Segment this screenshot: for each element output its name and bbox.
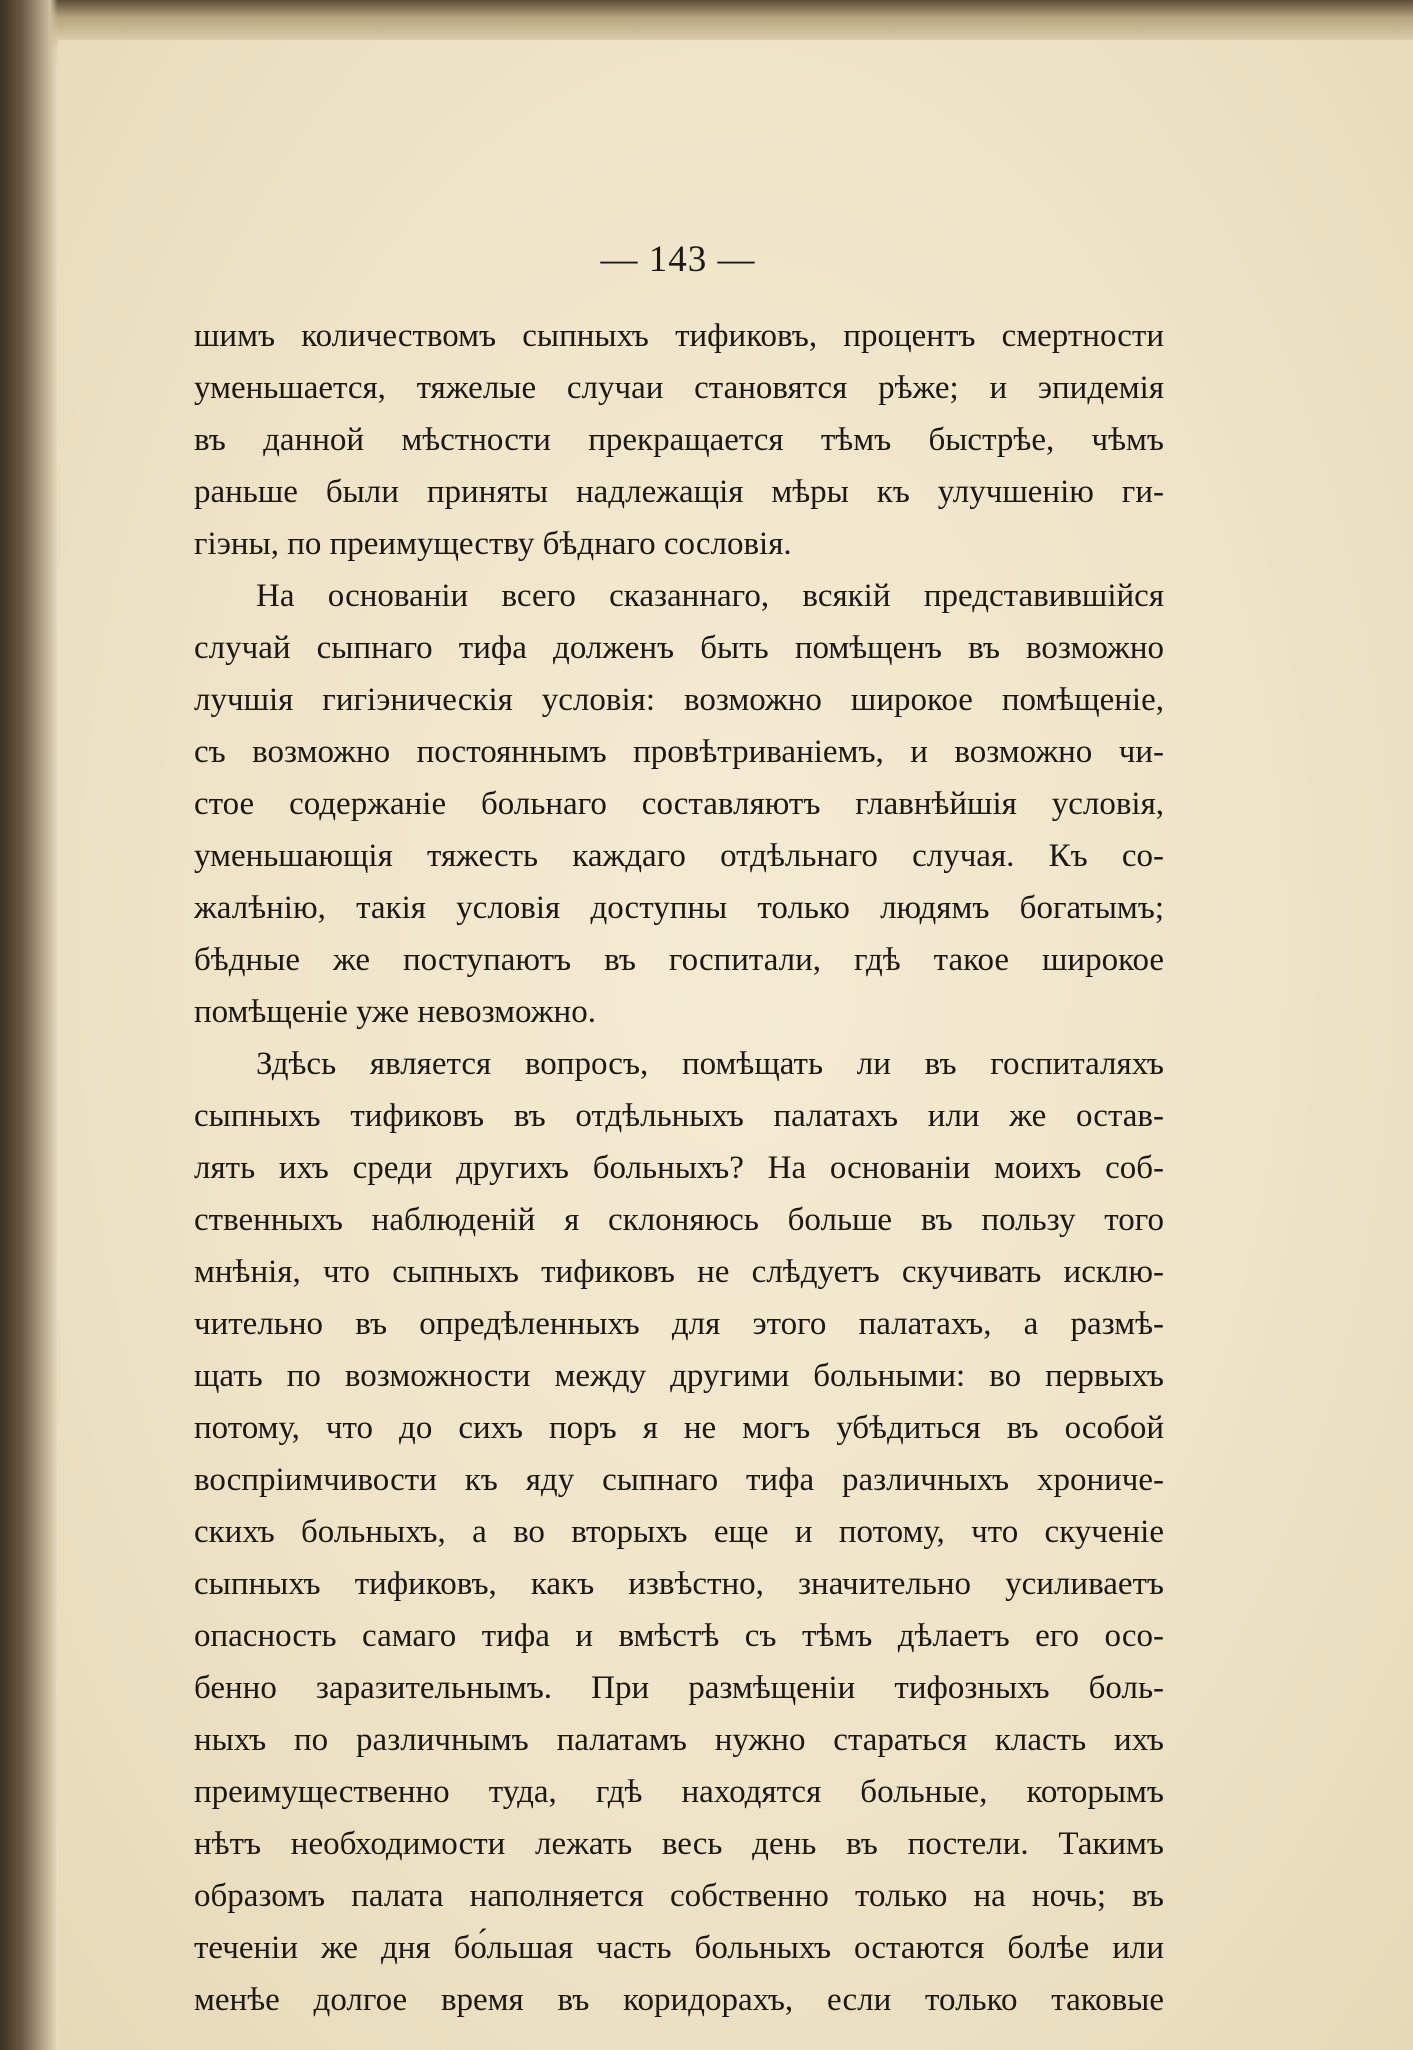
text-line: жалѣнію, такія условія доступны только людямъ богатымъ; <box>194 890 1164 926</box>
text-line: воспріимчивости къ яду сыпнаго тифа различныхъ хрониче- <box>194 1462 1164 1498</box>
text-line: ныхъ по различнымъ палатамъ нужно стараться класть ихъ <box>194 1722 1164 1758</box>
text-line: опасность самаго тифа и вмѣстѣ съ тѣмъ дѣлаетъ его осо- <box>194 1618 1164 1654</box>
text-line: сыпныхъ тификовъ, какъ извѣстно, значительно усиливаетъ <box>194 1566 1164 1602</box>
book-page <box>58 40 1413 2050</box>
text-line: стое содержаніе больнаго составляютъ главнѣйшія условія, <box>194 786 1164 822</box>
text-line: гіэны, по преимуществу бѣднаго сословія. <box>194 526 792 562</box>
text-line: теченіи же дня бо́льшая часть больныхъ остаются болѣе или <box>194 1930 1164 1966</box>
scan-left-edge <box>0 0 58 2050</box>
text-line: съ возможно постояннымъ провѣтриваніемъ, и возможно чи- <box>194 734 1164 770</box>
text-line: нѣтъ необходимости лежать весь день въ постели. Такимъ <box>194 1826 1164 1862</box>
text-line: Здѣсь является вопросъ, помѣщать ли въ госпиталяхъ <box>256 1046 1164 1082</box>
text-line: помѣщеніе уже невозможно. <box>194 994 596 1030</box>
text-line: ственныхъ наблюденій я склоняюсь больше въ пользу того <box>194 1202 1164 1238</box>
text-line: въ данной мѣстности прекращается тѣмъ быстрѣе, чѣмъ <box>194 422 1164 458</box>
text-line: уменьшается, тяжелые случаи становятся рѣже; и эпидемія <box>194 370 1164 406</box>
text-line: случай сыпнаго тифа долженъ быть помѣщенъ въ возможно <box>194 630 1164 666</box>
page-number: — 143 — <box>600 239 756 280</box>
text-line: преимущественно туда, гдѣ находятся больные, которымъ <box>194 1774 1164 1810</box>
text-line: лять ихъ среди другихъ больныхъ? На основаніи моихъ соб- <box>194 1150 1164 1186</box>
text-line: щать по возможности между другими больными: во первыхъ <box>194 1358 1164 1394</box>
text-line: раньше были приняты надлежащія мѣры къ улучшенію ги- <box>194 474 1164 510</box>
text-line: бенно заразительнымъ. При размѣщеніи тифозныхъ боль- <box>194 1670 1164 1706</box>
text-line: мнѣнія, что сыпныхъ тификовъ не слѣдуетъ скучивать исклю- <box>194 1254 1164 1290</box>
text-line: уменьшающія тяжесть каждаго отдѣльнаго случая. Къ со- <box>194 838 1164 874</box>
text-line: На основаніи всего сказаннаго, всякій представившійся <box>256 578 1164 614</box>
text-line: потому, что до сихъ поръ я не могъ убѣдиться въ особой <box>194 1410 1164 1446</box>
text-line: менѣе долгое время въ коридорахъ, если только таковые <box>194 1982 1164 2018</box>
text-line: лучшія гигіэническія условія: возможно широкое помѣщеніе, <box>194 682 1164 718</box>
text-line: сыпныхъ тификовъ въ отдѣльныхъ палатахъ или же остав- <box>194 1098 1164 1134</box>
text-line: шимъ количествомъ сыпныхъ тификовъ, процентъ смертности <box>194 318 1164 354</box>
body-text <box>194 310 1164 2026</box>
text-line: бѣдные же поступаютъ въ госпитали, гдѣ такое широкое <box>194 942 1164 978</box>
text-line: образомъ палата наполняется собственно только на ночь; въ <box>194 1878 1164 1914</box>
text-line: чительно въ опредѣленныхъ для этого палатахъ, а размѣ- <box>194 1306 1164 1342</box>
text-line: скихъ больныхъ, а во вторыхъ еще и потому, что скученіе <box>194 1514 1164 1550</box>
